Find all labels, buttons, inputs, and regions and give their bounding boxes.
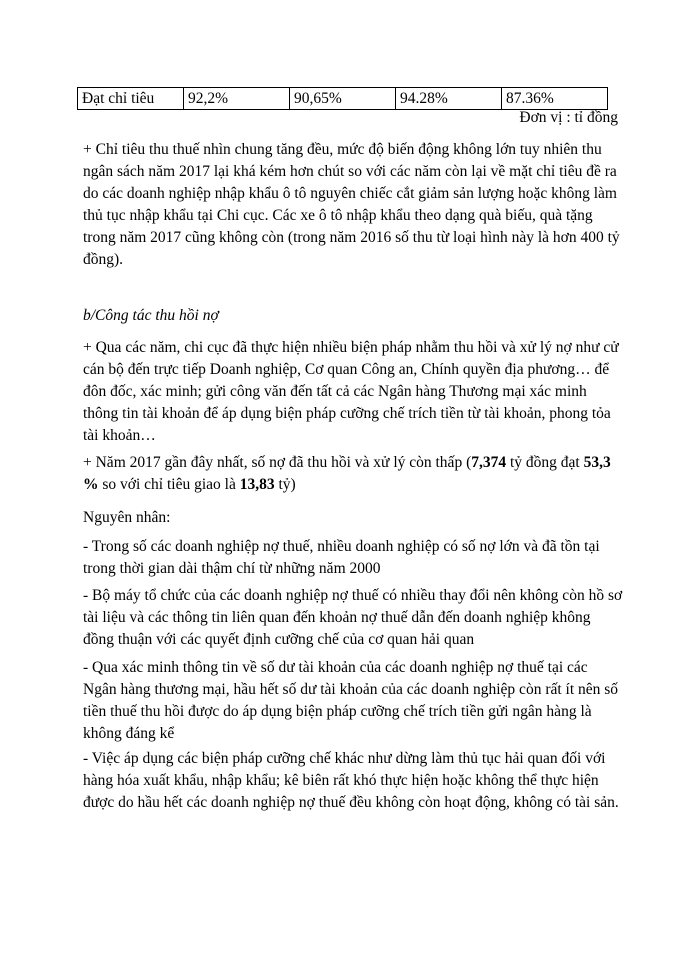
table-row bbox=[78, 88, 608, 110]
table-cell: Đạt chỉ tiêu bbox=[78, 88, 184, 110]
table-cell: 87.36% bbox=[502, 88, 608, 110]
paragraph-tax-trend bbox=[83, 139, 623, 271]
target-amount: 13,83 bbox=[239, 476, 275, 493]
text-fragment: tỷ đồng đạt bbox=[506, 454, 584, 471]
table-cell: 90,65% bbox=[290, 88, 396, 110]
table-cell: 92,2% bbox=[184, 88, 290, 110]
reason-text: - Trong số các doanh nghiệp nợ thuế, nhiều doanh nghiệp có số nợ lớn và đã tồn tại trong thời gian dài thậm chí từ những năm 2000 bbox=[83, 538, 600, 577]
reason-item bbox=[83, 748, 623, 814]
reason-text: - Bộ máy tổ chức của các doanh nghiệp nợ thuế có nhiều thay đổi nên không còn hồ sơ tài liệu và các thông tin liên quan đến khoản nợ thuế dẫn đến doanh nghiệp không đồng thuận với các quyết định cưỡng chế của cơ quan hải quan bbox=[83, 587, 623, 648]
reasons-heading-text: Nguyên nhân: bbox=[83, 509, 171, 526]
reasons-heading bbox=[83, 507, 623, 529]
paragraph-debt-measures bbox=[83, 337, 623, 447]
paragraph-2017-debt bbox=[83, 452, 623, 496]
section-heading-text: b/Công tác thu hồi nợ bbox=[83, 307, 219, 324]
paragraph-text: + Qua các năm, chi cục đã thực hiện nhiều biện pháp nhằm thu hồi và xử lý nợ như cử cán bộ đến trực tiếp Doanh nghiệp, Cơ quan Công an, Chính quyền địa phương… để đôn đốc, xác minh; gửi công văn đến tất cả các Ngân hàng Thương mại xác minh thông tin tài khoản để áp dụng biện pháp cưỡng chế trích tiền từ tài khoản, phong tỏa tài khoản… bbox=[83, 339, 619, 444]
reason-text: - Qua xác minh thông tin về số dư tài khoản của các doanh nghiệp nợ thuế tại các Ngân hàng thương mại, hầu hết số dư tài khoản của các doanh nghiệp còn rất ít nên số tiền thuế thu hồi được do áp dụng biện pháp cưỡng chế trích tiền gửi ngân hàng là không đáng kể bbox=[83, 659, 619, 742]
section-heading bbox=[83, 305, 623, 327]
reason-text: - Việc áp dụng các biện pháp cưỡng chế khác như dừng làm thủ tục hải quan đối với hàng hóa xuất khẩu, nhập khẩu; kê biên rất khó thực hiện hoặc không thể thực hiện được do hầu hết các doanh nghiệp nợ thuế đều không còn hoạt động, không có tài sản. bbox=[83, 750, 619, 811]
unit-note: Đơn vị : tỉ đồng bbox=[519, 109, 618, 126]
text-fragment: so với chỉ tiêu giao là bbox=[98, 476, 240, 493]
text-fragment: tỷ) bbox=[274, 476, 296, 493]
achievement-percent: 53,3 % bbox=[83, 454, 611, 493]
reason-item bbox=[83, 585, 623, 651]
reason-item bbox=[83, 657, 623, 745]
reason-item bbox=[83, 536, 623, 580]
recovered-amount: 7,374 bbox=[471, 454, 507, 471]
paragraph-text: + Chỉ tiêu thu thuế nhìn chung tăng đều, mức độ biến động không lớn tuy nhiên thu ngân sách năm 2017 lại khá kém hơn chút so với các năm còn lại về mặt chỉ tiêu đề ra do các doanh nghiệp nhập khẩu ô tô nguyên chiếc cắt giảm sản lượng hoặc không làm thủ tục nhập khẩu tại Chi cục. Các xe ô tô nhập khẩu theo dạng quà biếu, quà tặng trong năm 2017 cũng không còn (trong năm 2016 số thu từ loại hình này là hơn 400 tỷ đồng). bbox=[83, 141, 620, 268]
target-achievement-table bbox=[77, 87, 608, 110]
text-fragment: + Năm 2017 gần đây nhất, số nợ đã thu hồi và xử lý còn thấp ( bbox=[83, 454, 472, 471]
paragraph-text bbox=[83, 452, 623, 496]
table-cell: 94.28% bbox=[396, 88, 502, 110]
